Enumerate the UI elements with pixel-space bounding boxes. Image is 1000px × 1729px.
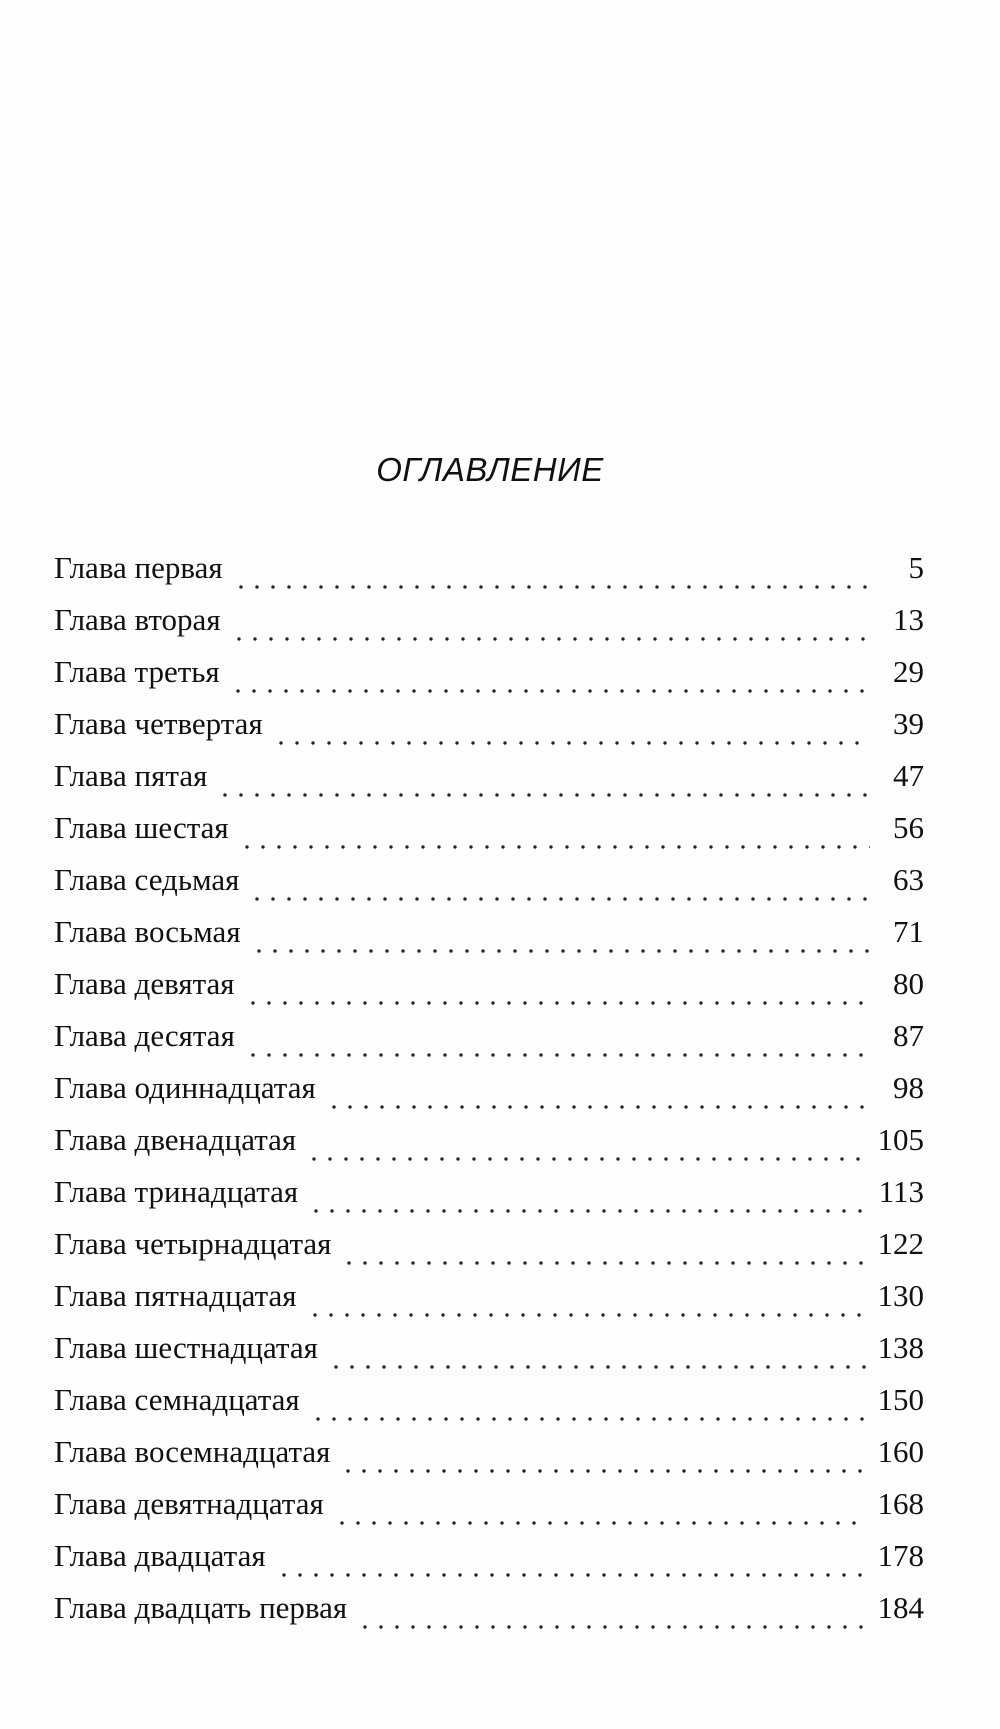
dot-leader <box>276 1546 866 1578</box>
toc-entry <box>54 860 924 912</box>
chapter-title: Глава одиннадцатая <box>54 1070 316 1105</box>
toc-entry <box>54 808 924 860</box>
chapter-title: Глава седьмая <box>54 862 240 897</box>
chapter-title: Глава пятнадцатая <box>54 1278 297 1313</box>
dot-leader <box>334 1494 866 1526</box>
page-number: 29 <box>893 654 924 689</box>
dot-leader <box>273 714 870 746</box>
dot-leader <box>217 766 870 798</box>
toc-entry <box>54 652 924 704</box>
page-number: 13 <box>893 602 924 637</box>
toc-heading: ОГЛАВЛЕНИЕ <box>376 451 604 488</box>
chapter-title: Глава шестнадцатая <box>54 1330 318 1365</box>
chapter-title: Глава вторая <box>54 602 221 637</box>
dot-leader <box>231 610 870 642</box>
dot-leader <box>245 974 870 1006</box>
page-number: 5 <box>908 550 924 585</box>
page-number: 160 <box>877 1434 924 1469</box>
chapter-title: Глава двадцать первая <box>54 1590 348 1625</box>
page-number: 178 <box>877 1538 924 1573</box>
page-number: 63 <box>893 862 924 897</box>
chapter-title: Глава десятая <box>54 1018 235 1053</box>
chapter-title: Глава четвертая <box>54 706 263 741</box>
dot-leader <box>328 1338 866 1370</box>
page-number: 138 <box>877 1330 924 1365</box>
chapter-title: Глава шестая <box>54 810 229 845</box>
toc-entry <box>54 548 924 600</box>
dot-leader <box>230 662 870 694</box>
chapter-title: Глава тринадцатая <box>54 1174 299 1209</box>
page-number: 47 <box>893 758 924 793</box>
chapter-title: Глава пятая <box>54 758 208 793</box>
dot-leader <box>341 1234 865 1266</box>
chapter-title: Глава четырнадцатая <box>54 1226 332 1261</box>
toc-entry <box>54 1224 924 1276</box>
page-number: 39 <box>893 706 924 741</box>
toc-entry <box>54 600 924 652</box>
dot-leader <box>306 1130 865 1162</box>
page-number: 122 <box>877 1226 924 1261</box>
page-number: 87 <box>893 1018 924 1053</box>
page-number: 98 <box>893 1070 924 1105</box>
toc-entry <box>54 1380 924 1432</box>
chapter-title: Глава двенадцатая <box>54 1122 297 1157</box>
page-number: 168 <box>877 1486 924 1521</box>
toc-entry <box>54 1536 924 1588</box>
page-number: 80 <box>893 966 924 1001</box>
dot-leader <box>340 1442 865 1474</box>
page-number: 113 <box>878 1174 924 1209</box>
chapter-title: Глава восемнадцатая <box>54 1434 331 1469</box>
toc-entry <box>54 1276 924 1328</box>
toc-entry <box>54 1588 924 1640</box>
dot-leader <box>326 1078 870 1110</box>
dot-leader <box>245 1026 870 1058</box>
toc-entry <box>54 1068 924 1120</box>
page-number: 184 <box>877 1590 924 1625</box>
toc-entry <box>54 1172 924 1224</box>
chapter-title: Глава первая <box>54 550 223 585</box>
toc-entry <box>54 756 924 808</box>
toc-list <box>54 548 924 1640</box>
toc-entry <box>54 1484 924 1536</box>
chapter-title: Глава девятнадцатая <box>54 1486 324 1521</box>
toc-entry <box>54 912 924 964</box>
toc-entry <box>54 1328 924 1380</box>
toc-entry <box>54 1432 924 1484</box>
chapter-title: Глава восьмая <box>54 914 241 949</box>
chapter-title: Глава двадцатая <box>54 1538 266 1573</box>
chapter-title: Глава третья <box>54 654 220 689</box>
dot-leader <box>310 1390 866 1422</box>
dot-leader <box>233 558 870 590</box>
dot-leader <box>307 1286 866 1318</box>
page-number: 150 <box>877 1382 924 1417</box>
dot-leader <box>239 818 870 850</box>
page-number: 56 <box>893 810 924 845</box>
dot-leader <box>308 1182 866 1214</box>
toc-entry <box>54 964 924 1016</box>
dot-leader <box>357 1598 865 1630</box>
toc-entry <box>54 1016 924 1068</box>
page-number: 105 <box>877 1122 924 1157</box>
chapter-title: Глава семнадцатая <box>54 1382 300 1417</box>
toc-entry <box>54 1120 924 1172</box>
toc-entry <box>54 704 924 756</box>
page-number: 130 <box>877 1278 924 1313</box>
dot-leader <box>249 870 870 902</box>
page-number: 71 <box>893 914 924 949</box>
chapter-title: Глава девятая <box>54 966 235 1001</box>
dot-leader <box>251 922 870 954</box>
